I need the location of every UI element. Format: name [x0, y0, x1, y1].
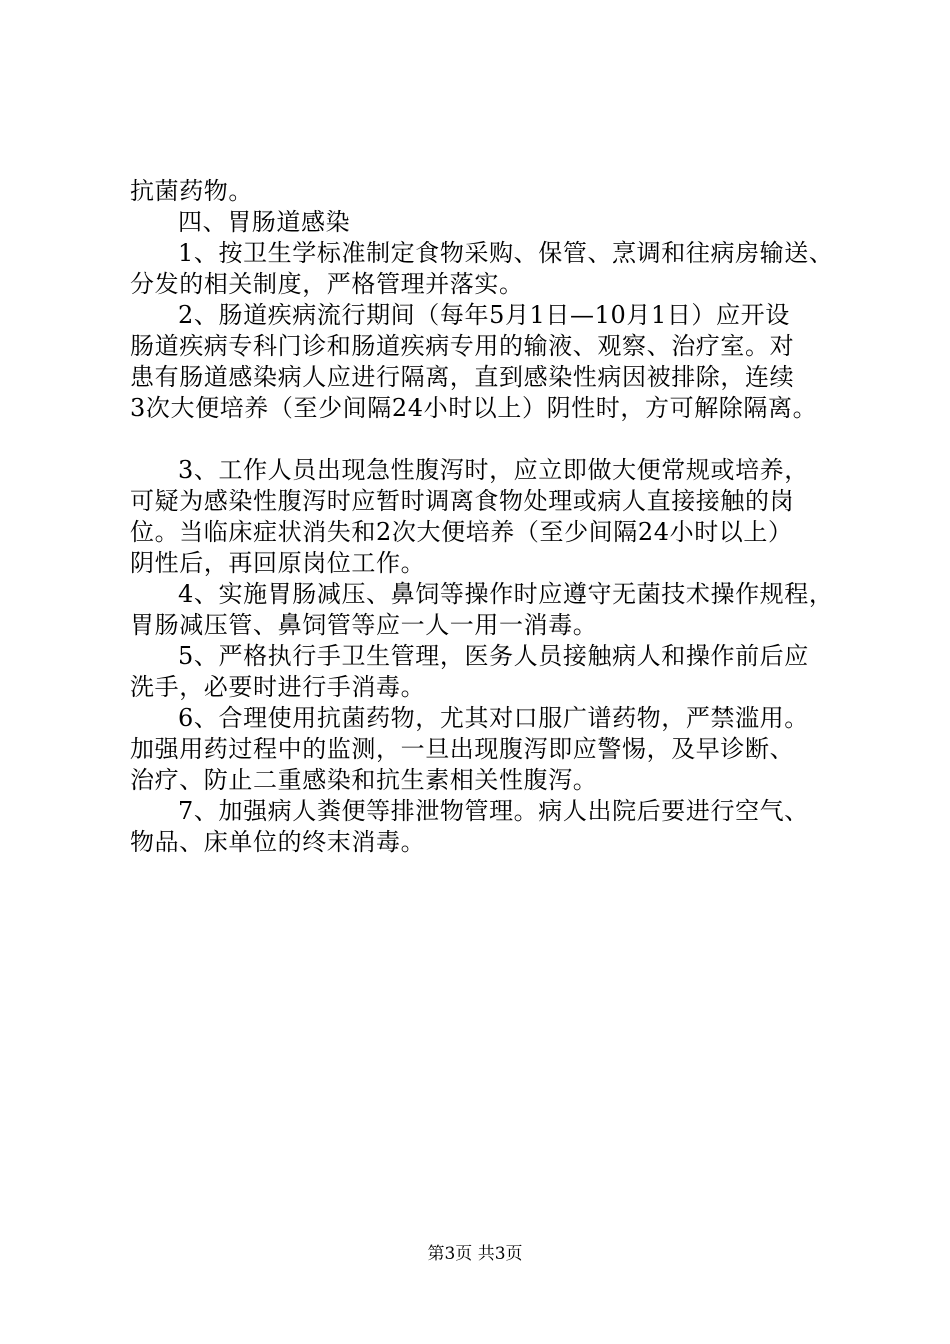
text-line: 1、按卫生学标准制定食物采购、保管、烹调和往病房输送、 [178, 239, 834, 267]
text-line: 治疗、防止二重感染和抗生素相关性腹泻。 [130, 766, 598, 794]
text-line: 4、实施胃肠减压、鼻饲等操作时应遵守无菌技术操作规程， [178, 580, 834, 608]
section-heading: 四、胃肠道感染 [178, 208, 351, 236]
text-line: 6、合理使用抗菌药物，尤其对口服广谱药物，严禁滥用。 [178, 704, 809, 732]
text-line: 洗手，必要时进行手消毒。 [130, 673, 426, 701]
text-line: 抗菌药物。 [130, 177, 253, 205]
text-line: 胃肠减压管、鼻饲管等应一人一用一消毒。 [130, 611, 598, 639]
text-line: 5、严格执行手卫生管理，医务人员接触病人和操作前后应 [178, 642, 809, 670]
text-line: 可疑为感染性腹泻时应暂时调离食物处理或病人直接接触的岗 [130, 487, 795, 515]
page-number-footer: 第3页 共3页 [427, 1244, 523, 1264]
text-line: 阴性后，再回原岗位工作。 [130, 549, 426, 577]
text-line: 位。当临床症状消失和2次大便培养（至少间隔24小时以上） [130, 518, 793, 546]
text-line: 物品、床单位的终末消毒。 [130, 828, 426, 856]
text-line: 7、加强病人粪便等排泄物管理。病人出院后要进行空气、 [178, 797, 809, 825]
text-line: 3次大便培养（至少间隔24小时以上）阴性时，方可解除隔离。 [130, 394, 818, 422]
text-line: 2、肠道疾病流行期间（每年5月1日—10月1日）应开设 [178, 301, 790, 329]
text-line: 3、工作人员出现急性腹泻时，应立即做大便常规或培养， [178, 456, 809, 484]
text-line: 加强用药过程中的监测，一旦出现腹泻即应警惕，及早诊断、 [130, 735, 795, 763]
text-line: 肠道疾病专科门诊和肠道疾病专用的输液、观察、治疗室。对 [130, 332, 795, 360]
text-line: 患有肠道感染病人应进行隔离，直到感染性病因被排除，连续 [130, 363, 795, 391]
text-line: 分发的相关制度，严格管理并落实。 [130, 270, 524, 298]
